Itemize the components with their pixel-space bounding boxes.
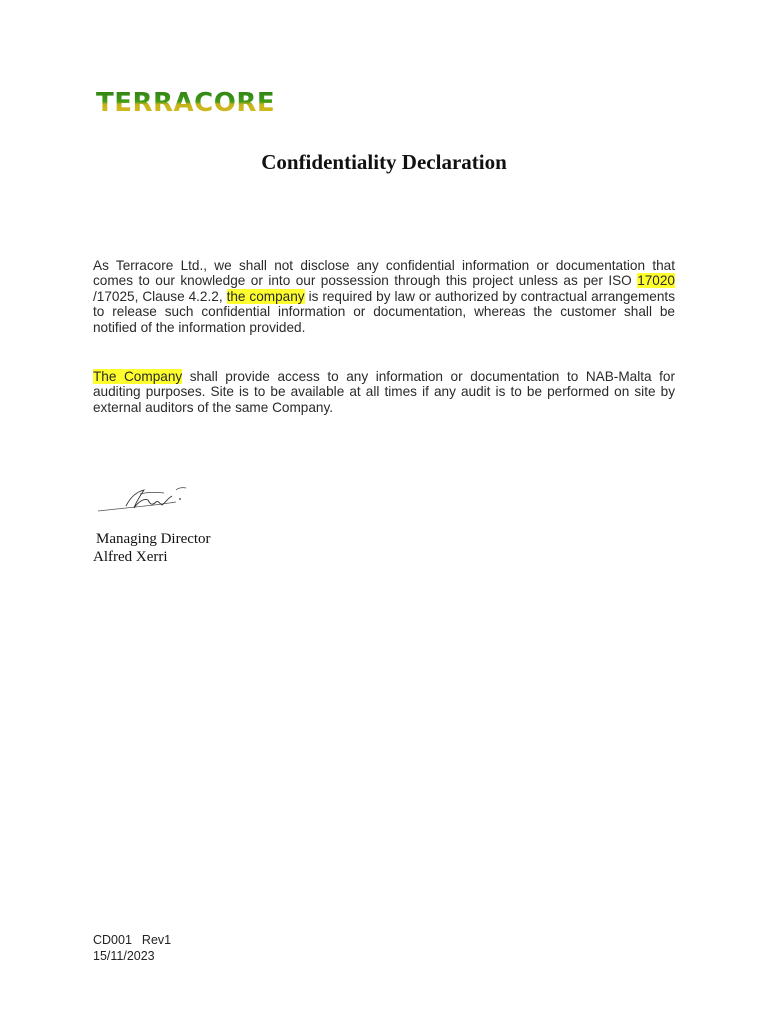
paragraph-2-text: shall provide access to any information or documentation to NAB-Malta for auditing purposes. Site is to be available at all times if any audit is to be performed on site by external auditors of the same Company. [93,369,676,415]
paragraph-1-text-b: /17025, Clause 4.2.2, [93,288,227,304]
highlight-company: The Company [93,369,183,384]
signatory-name: Alfred Xerri [93,549,168,565]
paragraph-1-text-c: is required by law or authorized by contractual arrangements to release such confidential information or documentation, whereas the customer shall be notified of the information provided. [93,288,676,335]
document-code: CD001 [93,933,132,947]
document-footer [93,932,171,964]
document-reference [93,932,171,948]
document-title: Confidentiality Declaration [261,150,507,174]
highlight-iso-number: 17020 [637,273,675,289]
document-date: 15/11/2023 [93,949,155,963]
highlight-the-company: the company [226,288,305,304]
document-revision: Rev1 [141,933,172,947]
declaration-paragraph-1 [93,258,675,335]
signatory-role: Managing Director [96,531,211,547]
declaration-paragraph-2 [93,369,675,415]
company-logo: TERRACORE [96,88,276,118]
handwritten-signature [96,484,192,516]
paragraph-1-text-a: As Terracore Ltd., we shall not disclose any confidential information or documentation that comes to our knowledge or into our possession through this project unless as per ISO [93,258,675,289]
